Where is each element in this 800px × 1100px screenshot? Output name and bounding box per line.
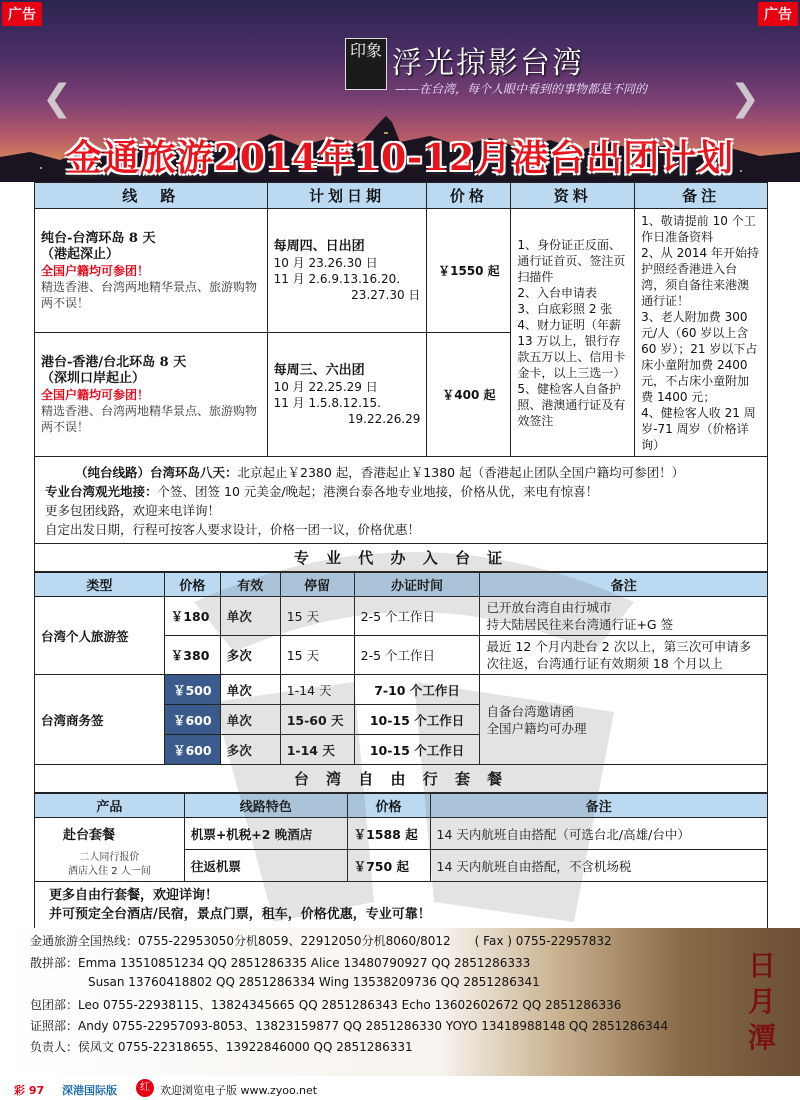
visa-time: 10-15 个工作日 (354, 735, 480, 765)
main-title: 金通旅游2014年10-12月港台出团计划 (65, 137, 735, 179)
table-row (35, 675, 768, 705)
visa-type: 台湾商务签 (35, 675, 165, 765)
header-type: 类型 (35, 573, 165, 597)
package-note: 14 天内航班自由搭配，不含机场税 (430, 850, 767, 882)
header-date: 计划日期 (267, 183, 427, 209)
website-link[interactable]: 欢迎浏览电子版 www.zyoo.net (160, 1084, 318, 1097)
header-price: 价格 (347, 794, 430, 818)
table-row (35, 597, 768, 636)
package-note: 14 天内航班自由搭配（可选台北/高雄/台中） (430, 818, 767, 850)
route-price: ￥400 起 (427, 333, 511, 457)
header-price: 价格 (164, 573, 220, 597)
header-feature: 线路特色 (184, 794, 347, 818)
free-table-header (35, 794, 768, 818)
date-line: 11 月 1.5.8.12.15. (273, 395, 381, 410)
visa-price: ￥180 (164, 597, 220, 636)
route-desc: 精选香港、台湾两地精华景点、旅游购物两不误！ (41, 279, 258, 310)
route-name: 港台-香港/台北环岛 8 天 (41, 354, 187, 370)
visa-valid: 单次 (220, 597, 280, 636)
contact-line: Susan 13760418802 QQ 2851286334 Wing 13538209736 QQ 2851286341 (88, 975, 540, 989)
visa-valid: 单次 (220, 705, 280, 735)
info-text: 个签、团签 10 元美金/晚起；港澳台泰各地专业地接，价格从优，来电有惊喜！ (157, 484, 599, 499)
visa-section-title: 专 业 代 办 入 台 证 (34, 544, 768, 572)
visa-time: 10-15 个工作日 (354, 705, 480, 735)
header-materials: 资料 (511, 183, 635, 209)
free-section-footnote (34, 882, 768, 929)
tour-table (34, 182, 768, 457)
product-note: 二人同行报价 酒店入住 2 人一间 (68, 852, 151, 877)
visa-time: 2-5 个工作日 (354, 597, 480, 636)
banner (0, 0, 800, 182)
stone-inscription: 日月潭 (747, 949, 776, 1054)
route-subname: （港起深止） (41, 246, 120, 262)
visa-note: 最近 12 个月内赴台 2 次以上，第三次可申请多次往返，台湾通行证有效期须 18 个月以上 (480, 636, 768, 675)
visa-stay: 15 天 (280, 597, 354, 636)
contact-hotline: 金通旅游全国热线：0755-22953050分机8059、22912050分机8060/8012 ( Fax ) 0755-22957832 (30, 934, 612, 948)
header-valid: 有效 (220, 573, 280, 597)
free-section-title: 台 湾 自 由 行 套 餐 (34, 765, 768, 793)
package-price: ￥750 起 (347, 850, 430, 882)
ad-label-right: 广告 (758, 2, 798, 26)
route-price: ￥1550 起 (427, 209, 511, 333)
date-line: 10 月 23.26.30 日 (273, 255, 378, 270)
visa-price: ￥600 (164, 735, 220, 765)
route-name: 纯台-台湾环岛 8 天 (41, 230, 156, 246)
materials-cell: 1、身份证正反面、通行证首页、签注页扫描件 2、入台申请表 3、白底彩照 2 张 4、财力证明（年薪 13 万以上，银行存款五万以上、信用卡金卡，以上三选一） 5、健检客人自备护照、港澳通行证及有效签注 (511, 209, 635, 457)
date-line: 11 月 2.6.9.13.16.20. (273, 271, 401, 286)
page-footer (0, 1076, 800, 1100)
footnote-line: 并可预定全台酒店/民宿，景点门票，租车，价格优惠，专业可靠！ (49, 907, 431, 922)
info-text: 自定出发日期，行程可按客人要求设计，价格一团一议，价格优惠！ (45, 522, 421, 537)
date-line: 23.27.30 日 (351, 287, 421, 302)
contact-line: 负责人：侯凤文 0755-22318655、13922846000 QQ 2851286331 (30, 1040, 413, 1054)
contact-line: 证照部：Andy 0755-22957093-8053、13823159877 QQ 2851286330 YOYO 13418988148 QQ 2851286344 (30, 1019, 669, 1033)
package-price: ￥1588 起 (347, 818, 430, 850)
date-line: 19.22.26.29 (347, 411, 421, 426)
table-row (35, 209, 768, 333)
visa-time: 7-10 个工作日 (354, 675, 480, 705)
info-text: 北京起止￥2380 起，香港起止￥1380 起（香港起止团队全国户籍均可参团！） (237, 465, 685, 480)
footnote-line: 更多自由行套餐，欢迎详询！ (49, 888, 219, 903)
route-tag: 全国户籍均可参团！ (41, 263, 150, 278)
info-block (34, 457, 768, 544)
visa-stay: 1-14 天 (280, 735, 354, 765)
banner-title: 浮光掠影台湾 (392, 46, 584, 81)
date-label: 每周四、日出团 (273, 238, 365, 254)
product-name: 赴台套餐 (63, 828, 116, 843)
info-text: 更多包团线路，欢迎来电详询！ (45, 503, 221, 518)
visa-price: ￥500 (164, 675, 220, 705)
date-label: 每周三、六出团 (273, 362, 365, 378)
banner-subtitle: ——在台湾，每个人眼中看到的事物都是不同的 (395, 82, 648, 96)
info-label: （纯台线路）台湾环岛八天： (75, 465, 238, 480)
header-price: 价格 (427, 183, 511, 209)
visa-stay: 15 天 (280, 636, 354, 675)
visa-note: 自备台湾邀请函 全国户籍均可办理 (480, 675, 768, 765)
chevron-left-icon[interactable]: ❮ (42, 78, 73, 119)
edition-badge: 红 (136, 1079, 154, 1097)
chevron-right-icon[interactable]: ❯ (729, 78, 760, 119)
header-stay: 停留 (280, 573, 354, 597)
header-note: 备注 (430, 794, 767, 818)
package-feature: 机票+机税+2 晚酒店 (184, 818, 347, 850)
table-row (35, 818, 768, 850)
tour-table-header (35, 183, 768, 209)
visa-stay: 15-60 天 (280, 705, 354, 735)
header-remarks: 备注 (635, 183, 768, 209)
free-travel-table (34, 793, 768, 882)
ad-label-left: 广告 (2, 2, 42, 26)
visa-note: 已开放台湾自由行城市 持大陆居民往来台湾通行证+G 签 (480, 597, 768, 636)
visa-table-header (35, 573, 768, 597)
page-number: 彩 97 (14, 1084, 45, 1097)
package-feature: 往返机票 (184, 850, 347, 882)
header-note: 备注 (480, 573, 768, 597)
header-product: 产品 (35, 794, 185, 818)
contact-line: 包团部：Leo 0755-22938115、13824345665 QQ 2851286343 Echo 13602602672 QQ 2851286336 (30, 998, 622, 1012)
content-area (34, 182, 768, 927)
info-label: 专业台湾观光地接： (45, 484, 158, 499)
visa-valid: 单次 (220, 675, 280, 705)
visa-stay: 1-14 天 (280, 675, 354, 705)
header-route: 线 路 (35, 183, 268, 209)
visa-valid: 多次 (220, 735, 280, 765)
contact-line: 散拼部：Emma 13510851234 QQ 2851286335 Alice 13480790927 QQ 2851286333 (30, 956, 531, 970)
edition-label: 深港国际版 (62, 1084, 117, 1097)
remarks-cell: 1、敬请提前 10 个工作日准备资料 2、从 2014 年开始持护照经香港进入台湾，须自备往来港澳通行证！ 3、老人附加费 300 元/人（60 岁以上含 60 岁）；21 岁以下占床小童附加费 2400 元，不占床小童附加费 1400 元； 4、健检客人收 21 周岁-71 周岁（价格详询） (635, 209, 768, 457)
visa-table (34, 572, 768, 765)
stamp-logo: 印象 (345, 38, 387, 90)
route-desc: 精选香港、台湾两地精华景点、旅游购物两不误！ (41, 403, 258, 434)
visa-price: ￥600 (164, 705, 220, 735)
contacts-panel (0, 928, 800, 1076)
route-subname: （深圳口岸起止） (41, 370, 146, 386)
visa-price: ￥380 (164, 636, 220, 675)
header-processing-time: 办证时间 (354, 573, 480, 597)
visa-type: 台湾个人旅游签 (35, 597, 165, 675)
date-line: 10 月 22.25.29 日 (273, 379, 378, 394)
visa-time: 2-5 个工作日 (354, 636, 480, 675)
visa-valid: 多次 (220, 636, 280, 675)
route-tag: 全国户籍均可参团！ (41, 387, 150, 402)
